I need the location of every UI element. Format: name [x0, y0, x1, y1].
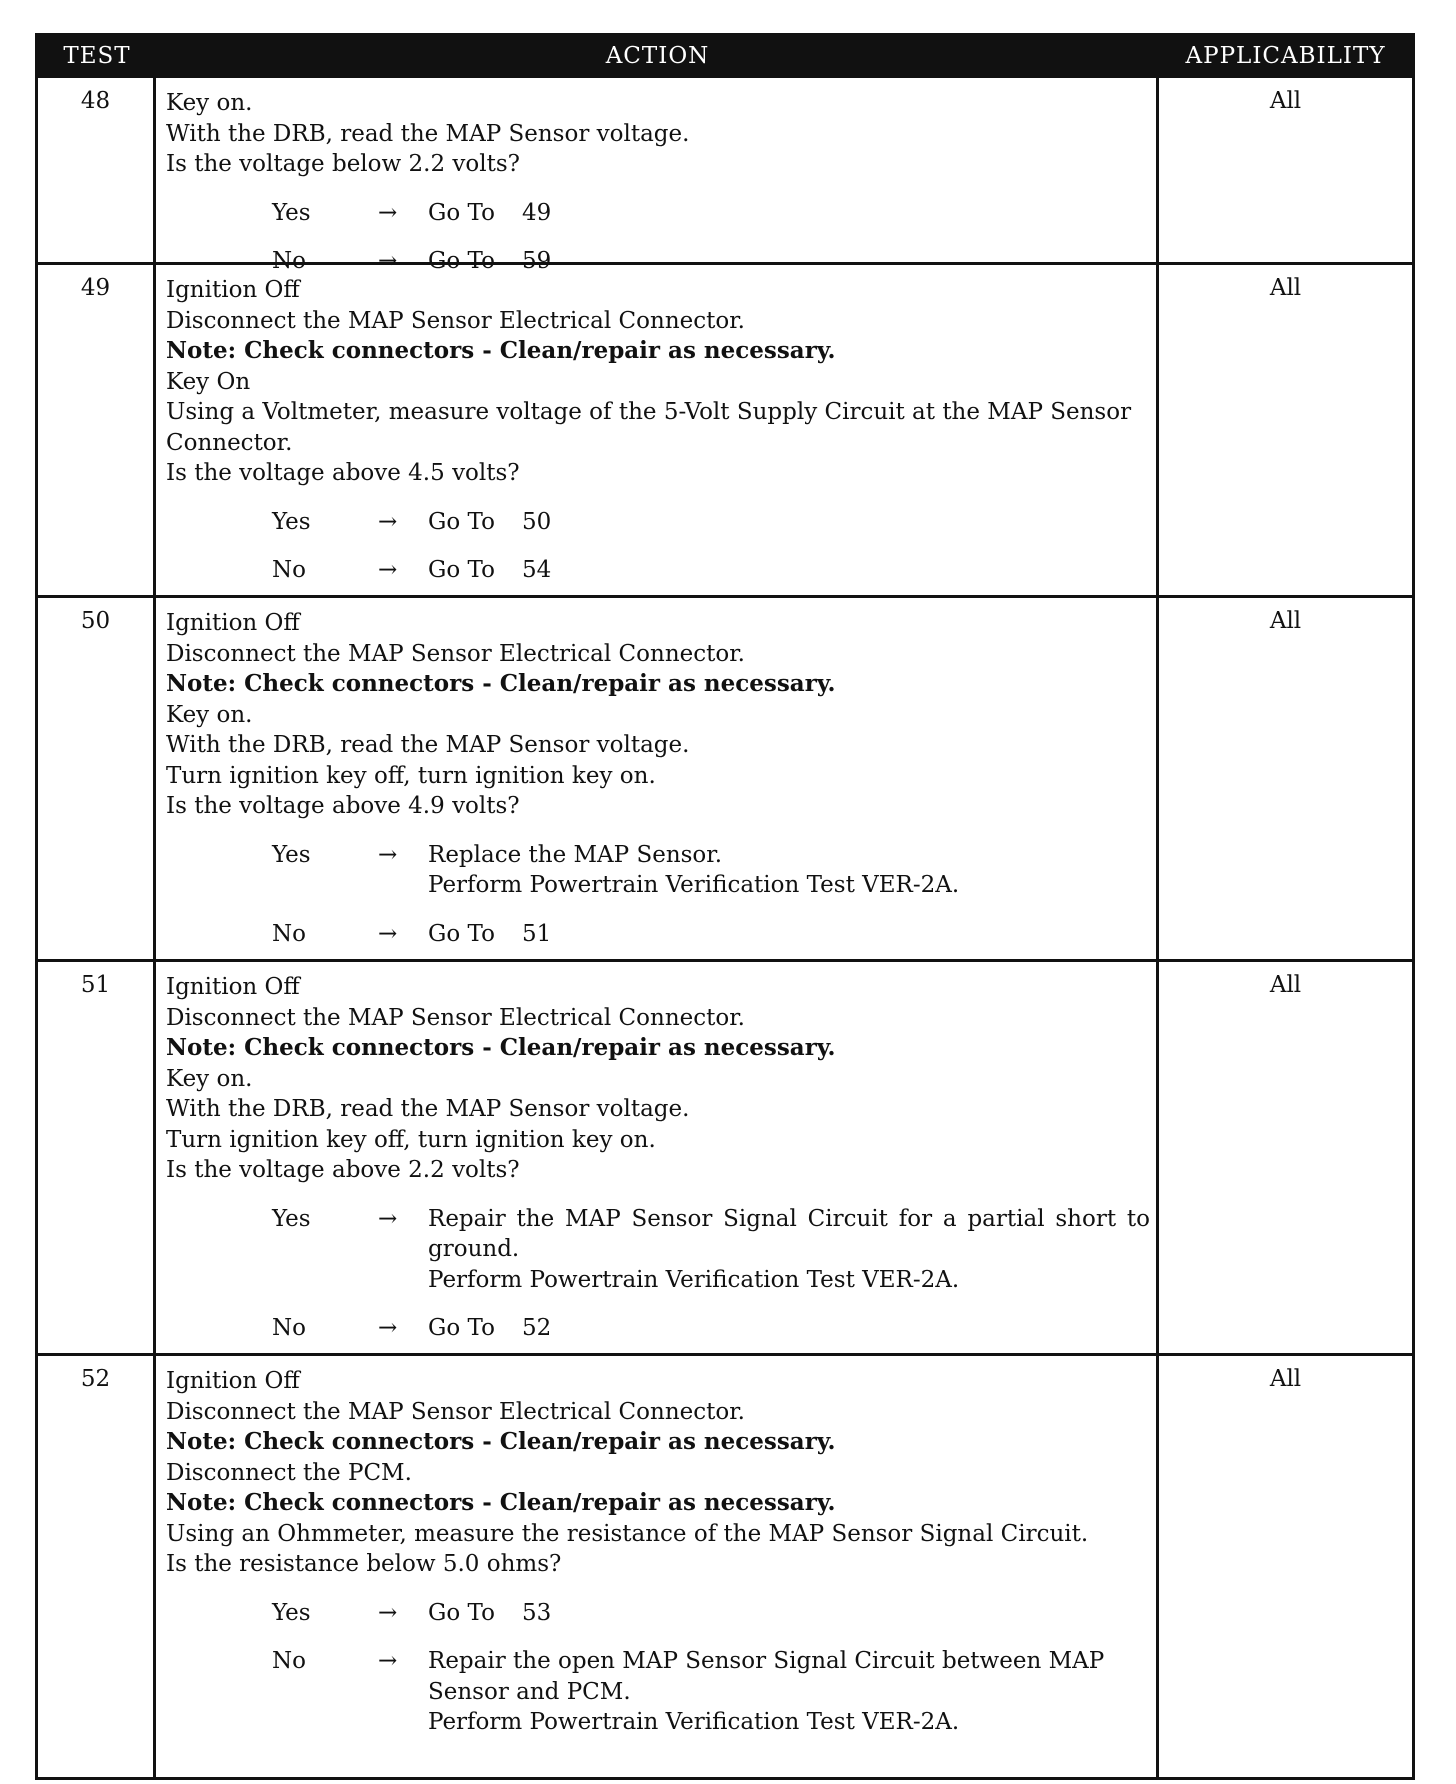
- result-verification: Perform Powertrain Verification Test VER-2A.: [428, 872, 960, 898]
- test-number: 48: [38, 78, 156, 262]
- action-cell: [156, 962, 1159, 1353]
- goto-target: 50: [522, 508, 552, 535]
- arrow-icon: →: [378, 841, 398, 868]
- action-line: Is the voltage above 2.2 volts?: [166, 1157, 520, 1183]
- action-line: Disconnect the PCM.: [166, 1459, 412, 1486]
- goto-target: 59: [522, 248, 552, 274]
- action-line: Key On: [166, 368, 251, 395]
- table-header: [38, 36, 1412, 75]
- arrow-icon: →: [378, 1315, 398, 1341]
- test-number: 49: [38, 265, 156, 595]
- yes-label: Yes: [272, 1599, 311, 1626]
- arrow-icon: →: [378, 248, 398, 274]
- action-line: Ignition Off: [166, 974, 300, 1000]
- goto-label: Go To: [428, 508, 495, 535]
- applicability-cell: All: [1269, 1366, 1302, 1392]
- goto-label: Go To: [428, 1599, 495, 1626]
- action-cell: [156, 1356, 1159, 1777]
- applicability-cell: All: [1269, 275, 1302, 301]
- no-label: No: [272, 248, 306, 274]
- result-verification: Perform Powertrain Verification Test VER-2A.: [428, 1266, 960, 1293]
- goto-label: Go To: [428, 920, 495, 947]
- action-line: Using an Ohmmeter, measure the resistance of the MAP Sensor Signal Circuit.: [166, 1520, 1089, 1547]
- arrow-icon: →: [378, 557, 398, 583]
- test-row-50: [38, 595, 1412, 959]
- goto-label: Go To: [428, 248, 495, 274]
- action-line: Connector.: [166, 429, 293, 456]
- result-action: Repair the MAP Sensor Signal Circuit for a partial short to ground.: [428, 1205, 1150, 1262]
- action-cell: [156, 78, 1159, 274]
- yes-result: [166, 840, 1150, 901]
- test-row-52: [38, 1353, 1412, 1777]
- arrow-icon: →: [378, 199, 398, 226]
- applicability-cell: All: [1269, 972, 1302, 998]
- action-line: Key on.: [166, 701, 253, 728]
- action-line: Ignition Off: [166, 1368, 300, 1394]
- yes-label: Yes: [272, 1205, 311, 1232]
- diagnostic-test-table: [35, 33, 1415, 1780]
- action-line: Disconnect the MAP Sensor Electrical Connector.: [166, 1004, 745, 1031]
- applicability-cell: All: [1269, 608, 1302, 634]
- action-line: Is the voltage above 4.5 volts?: [166, 460, 520, 486]
- goto-label: Go To: [428, 557, 495, 583]
- test-row-49: [38, 262, 1412, 595]
- no-label: No: [272, 1315, 306, 1341]
- test-number: 52: [38, 1356, 156, 1777]
- no-label: No: [272, 557, 306, 583]
- test-row-48: [38, 75, 1412, 274]
- no-result: [166, 1313, 1150, 1344]
- action-line: Ignition Off: [166, 610, 300, 636]
- goto-target: 54: [522, 557, 552, 583]
- action-line: Key on.: [166, 1065, 253, 1092]
- action-line: Disconnect the MAP Sensor Electrical Connector.: [166, 307, 745, 334]
- goto-target: 53: [522, 1599, 552, 1626]
- arrow-icon: →: [378, 1648, 398, 1674]
- action-line: Using a Voltmeter, measure voltage of the 5-Volt Supply Circuit at the MAP Sensor: [166, 399, 1132, 425]
- action-cell: [156, 598, 1159, 959]
- applicability-cell: All: [1269, 88, 1302, 114]
- action-line: Key on.: [166, 90, 253, 116]
- goto-label: Go To: [428, 1315, 495, 1341]
- action-line: Is the resistance below 5.0 ohms?: [166, 1551, 562, 1577]
- action-line: With the DRB, read the MAP Sensor voltage.: [166, 1096, 690, 1122]
- goto-label: Go To: [428, 199, 495, 226]
- arrow-icon: →: [378, 920, 398, 947]
- action-line: Turn ignition key off, turn ignition key on.: [166, 762, 656, 789]
- no-result: [166, 919, 1150, 950]
- goto-target: 49: [522, 199, 552, 226]
- action-line: With the DRB, read the MAP Sensor voltage.: [166, 120, 690, 147]
- no-result: [166, 1646, 1150, 1738]
- yes-result: [166, 1598, 1150, 1629]
- action-line: With the DRB, read the MAP Sensor voltage.: [166, 732, 690, 758]
- yes-result: [166, 198, 1150, 229]
- action-line: Is the voltage below 2.2 volts?: [166, 151, 520, 177]
- arrow-icon: →: [378, 1599, 398, 1626]
- action-line: Turn ignition key off, turn ignition key on.: [166, 1126, 656, 1153]
- result-verification: Perform Powertrain Verification Test VER-2A.: [428, 1709, 960, 1735]
- action-note: Note: Check connectors - Clean/repair as necessary.: [166, 1489, 836, 1516]
- result-action: Repair the open MAP Sensor Signal Circuit between MAP Sensor and PCM.: [428, 1648, 1105, 1705]
- arrow-icon: →: [378, 1205, 398, 1232]
- test-number: 51: [38, 962, 156, 1353]
- test-row-51: [38, 959, 1412, 1353]
- yes-label: Yes: [272, 508, 311, 535]
- yes-result: [166, 1204, 1150, 1296]
- test-number: 50: [38, 598, 156, 959]
- action-cell: [156, 265, 1159, 595]
- result-action: Replace the MAP Sensor.: [428, 841, 723, 868]
- action-note: Note: Check connectors - Clean/repair as necessary.: [166, 1428, 836, 1455]
- header-applicability: APPLICABILITY: [1185, 42, 1386, 69]
- action-line: Ignition Off: [166, 277, 300, 303]
- no-label: No: [272, 920, 306, 947]
- yes-label: Yes: [272, 841, 311, 868]
- action-note: Note: Check connectors - Clean/repair as necessary.: [166, 1034, 836, 1061]
- action-note: Note: Check connectors - Clean/repair as necessary.: [166, 670, 836, 697]
- header-test: TEST: [63, 42, 131, 69]
- action-line: Disconnect the MAP Sensor Electrical Connector.: [166, 1398, 745, 1425]
- yes-result: [166, 507, 1150, 538]
- yes-label: Yes: [272, 199, 311, 226]
- goto-target: 52: [522, 1315, 552, 1341]
- action-line: Is the voltage above 4.9 volts?: [166, 793, 520, 819]
- header-action: ACTION: [605, 42, 710, 69]
- goto-target: 51: [522, 920, 552, 947]
- action-note: Note: Check connectors - Clean/repair as necessary.: [166, 337, 836, 364]
- no-result: [166, 555, 1150, 586]
- no-label: No: [272, 1648, 306, 1674]
- arrow-icon: →: [378, 508, 398, 535]
- action-line: Disconnect the MAP Sensor Electrical Connector.: [166, 640, 745, 667]
